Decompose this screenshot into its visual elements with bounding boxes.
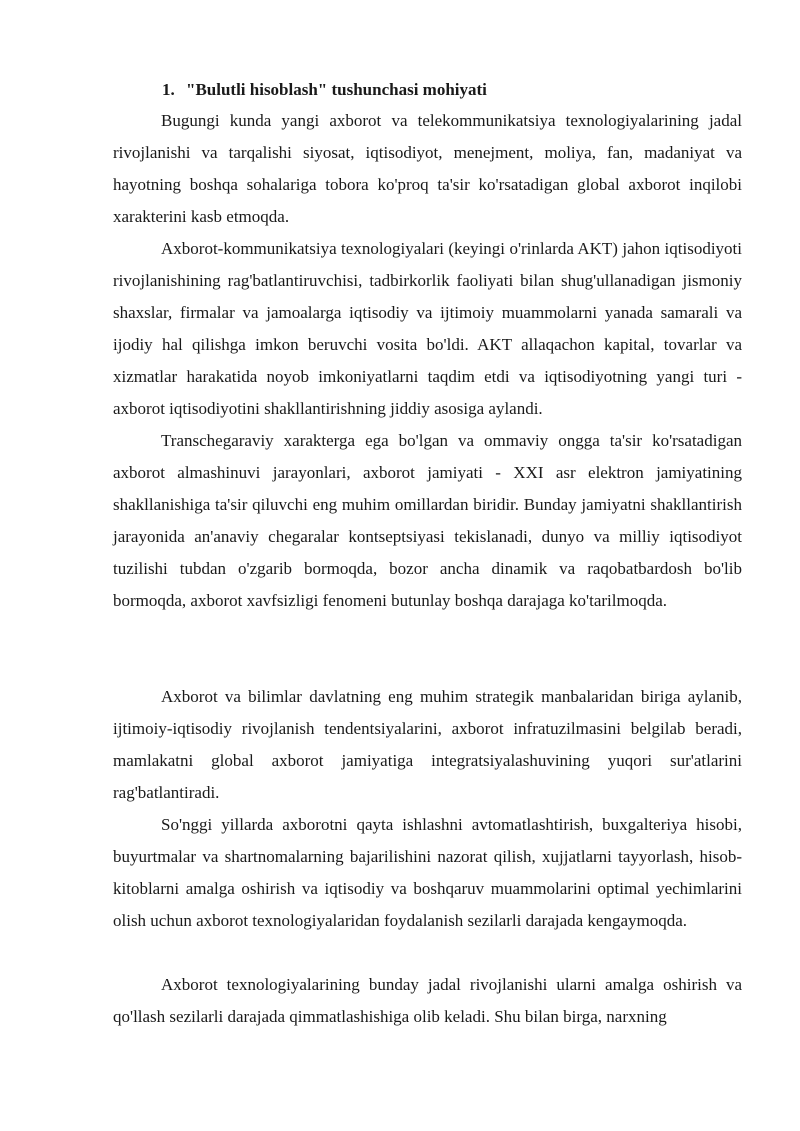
paragraph: Bugungi kunda yangi axborot va telekommunikatsiya texnologiyalarining jadal rivojlanishi va tarqalishi siyosat, iqtisodiyot, menejment, moliya, fan, madaniyat va hayotning boshqa sohalariga tobora ko'proq ta'sir ko'rsatadigan global axborot inqilobi xarakterini kasb etmoqda. xyxy=(113,111,742,226)
paragraph: Transchegaraviy xarakterga ega bo'lgan va ommaviy ongga ta'sir ko'rsatadigan axborot almashinuvi jarayonlari, axborot jamiyati - XXI asr elektron jamiyatining shakllanishiga ta'sir qiluvchi eng muhim omillardan biridir. Bunday jamiyatni shakllantirish jarayonida an'anaviy chegaralar kontseptsiyasi tekislanadi, dunyo va milliy iqtisodiyot tuzilishi tubdan o'zgarib bormoqda, bozor ancha dinamik va raqobatbardosh bo'lib bormoqda, axborot xavfsizligi fenomeni butunlay boshqa darajaga ko'tarilmoqda. xyxy=(113,431,742,610)
paragraph: Axborot va bilimlar davlatning eng muhim strategik manbalaridan biriga aylanib, ijtimoiy-iqtisodiy rivojlanish tendentsiyalarini, axborot infratuzilmasini belgilab beradi, mamlakatni global axborot jamiyatiga integratsiyalashuvining yuqori sur'atlarini rag'batlantiradi. xyxy=(113,687,742,802)
section-heading xyxy=(162,74,487,106)
section-title: "Bulutli hisoblash" tushunchasi mohiyati xyxy=(186,80,487,99)
section-number: 1. xyxy=(162,80,175,99)
paragraph: Axborot-kommunikatsiya texnologiyalari (keyingi o'rinlarda AKT) jahon iqtisodiyoti rivojlanishining rag'batlantiruvchisi, tadbirkorlik faoliyati bilan shug'ullanadigan jismoniy shaxslar, firmalar va jamoalarga iqtisodiy va ijtimoiy muammolarni yanada samarali va ijodiy hal qilishga imkon beruvchi vosita bo'ldi. AKT allaqachon kapital, tovarlar va xizmatlar harakatida noyob imkoniyatlarni taqdim etdi va iqtisodiyotning yangi turi - axborot iqtisodiyotini shakllantirishning jiddiy asosiga aylandi. xyxy=(113,239,742,418)
paragraph: So'nggi yillarda axborotni qayta ishlashni avtomatlashtirish, buxgalteriya hisobi, buyurtmalar va shartnomalarning bajarilishini nazorat qilish, xujjatlarni tayyorlash, hisob-kitoblarni amalga oshirish va iqtisodiy va boshqaruv muammolarini optimal yechimlarini olish uchun axborot texnologiyalaridan foydalanish sezilarli darajada kengaymoqda. xyxy=(113,815,742,930)
paragraph: Axborot texnologiyalarining bunday jadal rivojlanishi ularni amalga oshirish va qo'llash sezilarli darajada qimmatlashishiga olib keladi. Shu bilan birga, narxning xyxy=(113,975,742,1026)
